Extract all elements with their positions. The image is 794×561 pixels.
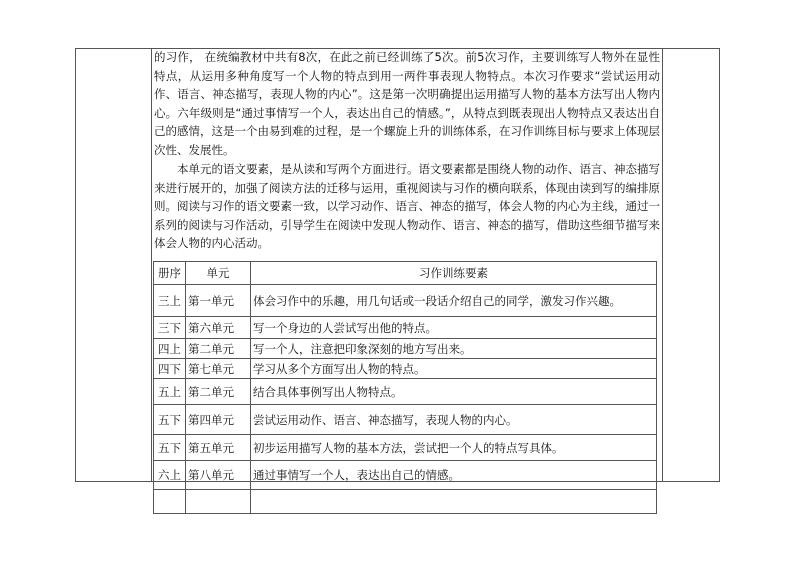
cell-unit: 第四单元 — [186, 405, 251, 435]
table-row — [154, 285, 657, 317]
table-header-row — [154, 262, 657, 285]
cell-unit: 第七单元 — [186, 359, 251, 379]
cell-grade — [154, 490, 186, 514]
cell-grade: 五下 — [154, 405, 186, 435]
cell-element: 写一个身边的人尝试写出他的特点。 — [251, 317, 657, 339]
cell-unit: 第五单元 — [186, 435, 251, 461]
paragraph-writing-system: 的习作， 在统编教材中共有8次，在此之前已经训练了5次。前5次习作，主要训练写人物外在显性特点，从运用多种角度写一个人物的特点到用一两件事表现人物特点。本次习作要求“尝试运用动作、语言、神态描写，表现人物的内心”。这是第一次明确提出运用描写人物的基本方法写出人物内心。六年级则是“通过事情写一个人，表达出自己的情感。”，从特点到既表现出人物特点又表达出自己的感情，这是一个由易到难的过程，是一个螺旋上升的训练体系，在习作训练目标与要求上体现层次性、发展性。 — [154, 50, 660, 157]
writing-elements-table — [153, 261, 657, 514]
header-element: 习作训练要素 — [251, 262, 657, 285]
table-row — [154, 379, 657, 405]
cell-unit: 第八单元 — [186, 461, 251, 490]
cell-element: 结合具体事例写出人物特点。 — [251, 379, 657, 405]
cell-element: 尝试运用动作、语言、神态描写，表现人物的内心。 — [251, 405, 657, 435]
cell-unit: 第二单元 — [186, 379, 251, 405]
cell-element: 学习从多个方面写出人物的特点。 — [251, 359, 657, 379]
header-grade: 册序 — [154, 262, 186, 285]
cell-unit: 第二单元 — [186, 339, 251, 359]
table-row — [154, 359, 657, 379]
cell-element: 体会习作中的乐趣，用几句话或一段话介绍自己的同学，激发习作兴趣。 — [251, 285, 657, 317]
cell-grade: 四上 — [154, 339, 186, 359]
cell-grade: 六上 — [154, 461, 186, 490]
cell-grade: 五上 — [154, 379, 186, 405]
cell-grade: 三下 — [154, 317, 186, 339]
cell-element — [251, 490, 657, 514]
table-row — [154, 435, 657, 461]
cell-grade: 五下 — [154, 435, 186, 461]
outer-left-column-divider — [151, 48, 152, 482]
table-row-empty — [154, 490, 657, 514]
cell-element: 初步运用描写人物的基本方法，尝试把一个人的特点写具体。 — [251, 435, 657, 461]
table-row — [154, 405, 657, 435]
cell-grade: 四下 — [154, 359, 186, 379]
header-unit: 单元 — [186, 262, 251, 285]
table-row — [154, 461, 657, 490]
table-row — [154, 317, 657, 339]
cell-unit: 第一单元 — [186, 285, 251, 317]
cell-unit — [186, 490, 251, 514]
table-row — [154, 339, 657, 359]
cell-element: 写一个人，注意把印象深刻的地方写出来。 — [251, 339, 657, 359]
paragraph-language-elements: 本单元的语文要素，是从读和写两个方面进行。语文要素都是围绕人物的动作、语言、神态描写来进行展开的，加强了阅读方法的迁移与运用，重视阅读与习作的横向联系，体现由读到写的编排原则。阅读与习作的语文要素一致，以学习动作、语言、神态的描写，体会人物的内心为主线，通过一系列的阅读与习作活动，引导学生在阅读中发现人物动作、语言、神态的描写，借助这些细节描写来体会人物的内心活动。 — [154, 162, 660, 251]
outer-right-column-divider — [662, 48, 663, 482]
cell-grade: 三上 — [154, 285, 186, 317]
cell-element: 通过事情写一个人，表达出自己的情感。 — [251, 461, 657, 490]
cell-unit: 第六单元 — [186, 317, 251, 339]
